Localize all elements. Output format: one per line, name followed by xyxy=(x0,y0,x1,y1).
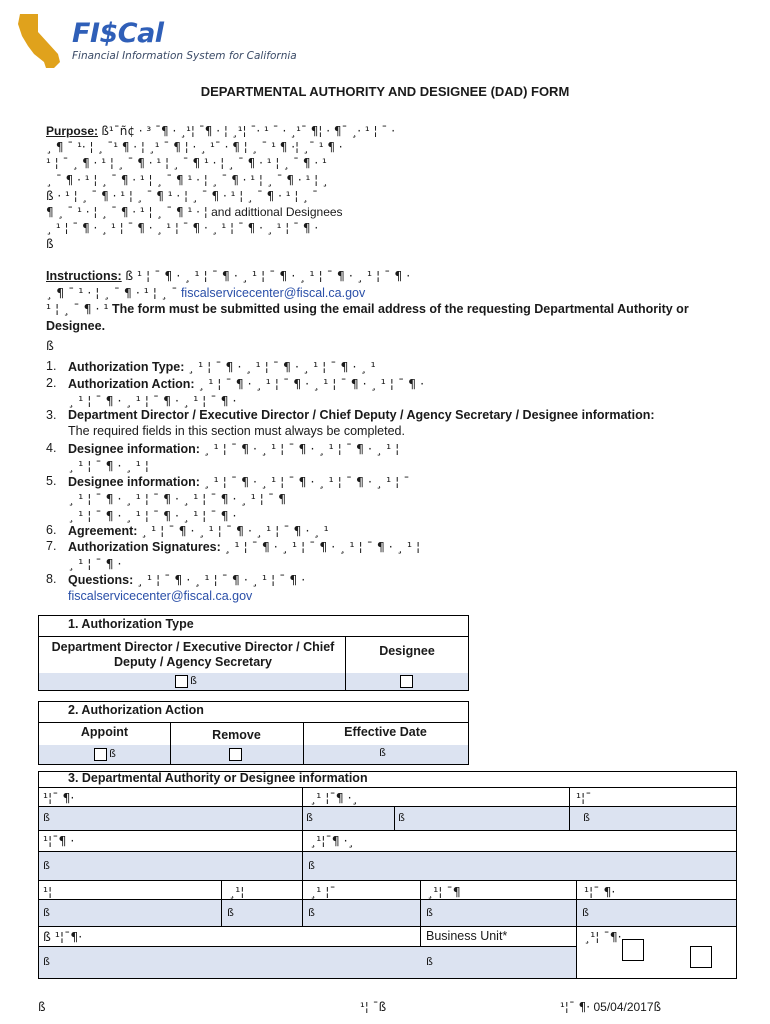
footer-revision-label: ¹¦¯ ¶· xyxy=(560,1000,591,1014)
purpose-line-4: ¸ ¯ ¶ · ¹ ¦ ¸ ¯ ¶ · ¹ ¦ ¸ ¯ ¶ ¹ · ¦ ¸ ¯ ¶ · ¹ ¦ ¸ ¯ ¶ · ¹ ¦ ¸ xyxy=(46,172,328,187)
section3-code-label: ¹¦¯ ¶· xyxy=(584,884,616,899)
section3-email-input[interactable]: ß xyxy=(308,906,315,919)
list-item-4-label: Designee information: xyxy=(68,442,200,456)
section3-row7-checkbox-a[interactable] xyxy=(622,939,644,961)
section1-authorization-type: 1. Authorization Type Department Director / Executive Director / Chief Deputy / Agency Secretary Designee ß xyxy=(38,615,469,691)
purpose-line-6: ¶ ¸ ¯ ¹ · ¦ ¸ ¯ ¶ · ¹ ¦ ¸ ¯ ¶ ¹ · ¦ xyxy=(46,205,208,220)
section2-remove-label: Remove xyxy=(212,728,261,742)
section3-middle-input[interactable]: ß xyxy=(398,811,405,824)
list-item-5-label: Designee information: xyxy=(68,475,200,489)
section3-phone-input[interactable]: ß xyxy=(43,906,50,919)
purpose-line-2: ¸ ¶ ¯ ¹· ¦ ¸ ¯¹ ¶ · ¦ ¸¹ ¯ ¶ ¦ · ¸ ¹¯ · ¶ ¦ ¸ ¯ ¹ ¶ ·¦ ¸¯ ¹ ¶ · xyxy=(46,140,343,155)
section1-designee-checkbox[interactable] xyxy=(400,675,413,688)
instructions-marker: ß xyxy=(46,338,54,353)
section2-effective-date-input[interactable]: ß xyxy=(379,746,386,759)
section3-org-label: ¸¹¦ ¯¶ xyxy=(427,884,461,899)
purpose-line-8: ß xyxy=(46,237,54,252)
section2-appoint-label: Appoint xyxy=(80,725,129,739)
section3-title: 3. Departmental Authority or Designee information xyxy=(68,771,368,785)
section3-email-label: ¸¹ ¦¯ xyxy=(310,884,336,899)
section2-title: 2. Authorization Action xyxy=(68,703,204,717)
section3-last-name-input[interactable]: ß xyxy=(306,811,313,824)
form-title: DEPARTMENTAL AUTHORITY AND DESIGNEE (DAD) FORM xyxy=(200,84,570,99)
purpose-line-5: ß · ¹ ¦ ¸ ¯ ¶ · ¹ ¦ ¸ ¯ ¶ ¹ · ¦ ¸ ¯ ¶ · ¹ ¦ ¸ ¯ ¶ · ¹ ¦ ¸ ¯ xyxy=(46,188,319,203)
section3-department-label: ¸¹¦¯¶ ·¸ xyxy=(310,833,354,848)
section3-sub-label: ß ¹¦¯¶· xyxy=(43,929,83,944)
purpose-label: Purpose: xyxy=(46,124,99,138)
list-item-8-label: Questions: xyxy=(68,573,134,587)
section1-director-checkbox[interactable] xyxy=(175,675,188,688)
list-item-7-label: Authorization Signatures: xyxy=(68,540,221,554)
section3-row7-right-label: ¸¹¦ ¯¶· xyxy=(584,929,622,944)
section3-ext-label: ¸¹¦ xyxy=(229,884,245,899)
instructions-paragraph xyxy=(46,268,726,355)
purpose-line-7: ¸ ¹ ¦ ¯ ¶ · ¸ ¹ ¦ ¯ ¶ · ¸ ¹ ¦ ¯ ¶ · ¸ ¹ ¦ ¯ ¶ · ¸ ¹ ¦ ¯ ¶ · xyxy=(46,221,319,236)
section3-org-input[interactable]: ß xyxy=(426,906,433,919)
section1-director-label: Department Director / Executive Director / Chief Deputy / Agency Secretary xyxy=(51,640,335,669)
fiscal-logo-subtitle: Financial Information System for California xyxy=(72,50,297,62)
section3-title-input[interactable]: ß xyxy=(43,859,50,872)
section3-code-input[interactable]: ß xyxy=(582,906,589,919)
california-map-logo-icon xyxy=(14,10,74,74)
list-item-2-label: Authorization Action: xyxy=(68,377,195,391)
section1-designee-label: Designee xyxy=(379,644,435,658)
list-item-6-label: Agreement: xyxy=(68,524,138,538)
instructions-bold-sentence: The form must be submitted using the email address of the requesting Departmental Authority or Designee. xyxy=(46,302,689,333)
purpose-line-1: ß¹¯ñ¢ · ³ ¯¶ · ¸¹¦ ¯¶ · ¦ ¸¹¦ ¯· ¹ ¯ · ¸¹¯ ¶¦ · ¶¯ ¸· ¹ ¦ ¯ · xyxy=(101,124,396,138)
footer-right: ¹¦¯ ¶· 05/04/2017ß xyxy=(560,1000,662,1014)
fiscal-logo-text: FI$Cal xyxy=(72,18,164,49)
section2-authorization-action: 2. Authorization Action Appoint Remove Effective Date ß ß xyxy=(38,701,469,765)
list-item-3-label: Department Director / Executive Director / Chief Deputy / Agency Secretary / Designee information: xyxy=(68,408,655,422)
section3-phone-label: ¹¦ xyxy=(43,884,53,899)
section3-last-name-label: ¸¹ ¦¯¶ ·¸ xyxy=(310,790,358,805)
instructions-line-2: ¸ ¶ ¯ ¹ · ¦ ¸ ¯ ¶ · ¹ ¦ ¸ ¯ xyxy=(46,284,178,300)
purpose-line-3: ¹ ¦ ¯ ¸ ¶ · ¹ ¦ ¸ ¯ ¶ · ¹ ¦ ¸ ¯ ¶ ¹ · ¦ ¸ ¯ ¶ · ¹ ¦ ¸ ¯ ¶ · ¹ xyxy=(46,156,327,171)
instructions-email-link[interactable]: fiscalservicecenter@fiscal.ca.gov xyxy=(180,285,366,300)
list-item-1-label: Authorization Type: xyxy=(68,360,185,374)
section3-first-name-label: ¹¦¯ ¶· xyxy=(43,790,75,805)
section2-effective-date-label: Effective Date xyxy=(344,725,427,739)
purpose-additional-designees: and adittional Designees xyxy=(211,205,343,220)
section3-business-unit-label: Business Unit* xyxy=(426,929,508,943)
purpose-paragraph xyxy=(46,123,726,253)
section3-mi-label: ¹¦¯ xyxy=(576,790,592,805)
questions-email-link[interactable]: fiscalservicecenter@fiscal.ca.gov xyxy=(68,588,253,603)
instructions-line-3: ¹ ¦ ¸ ¯ ¶ · ¹ xyxy=(46,301,109,316)
section3-department-input[interactable]: ß xyxy=(308,859,315,872)
section2-remove-checkbox[interactable] xyxy=(229,748,242,761)
section3-sub-input[interactable]: ß xyxy=(43,955,50,968)
section3-mi-input[interactable]: ß xyxy=(583,811,590,824)
section3-first-name-input[interactable]: ß xyxy=(43,811,50,824)
section3-business-unit-input[interactable]: ß xyxy=(426,955,433,968)
section3-ext-input[interactable]: ß xyxy=(227,906,234,919)
instructions-label: Instructions: xyxy=(46,269,122,283)
footer-left: ß xyxy=(38,1000,46,1014)
section3-designee-information xyxy=(38,771,737,979)
footer-date: 05/04/2017 xyxy=(593,1000,654,1014)
instructions-line-1: ß ¹ ¦ ¯ ¶ · ¸ ¹ ¦ ¯ ¶ · ¸ ¹ ¦ ¯ ¶ · ¸ ¹ ¦ ¯ ¶ · ¸ ¹ ¦ ¯ ¶ · xyxy=(125,268,411,283)
section1-title: 1. Authorization Type xyxy=(68,617,194,631)
footer-center: ¹¦ ¯ß xyxy=(360,1000,387,1014)
section3-title-label: ¹¦¯¶ · xyxy=(43,833,75,848)
section2-appoint-checkbox[interactable] xyxy=(94,748,107,761)
section3-row7-checkbox-b[interactable] xyxy=(690,946,712,968)
